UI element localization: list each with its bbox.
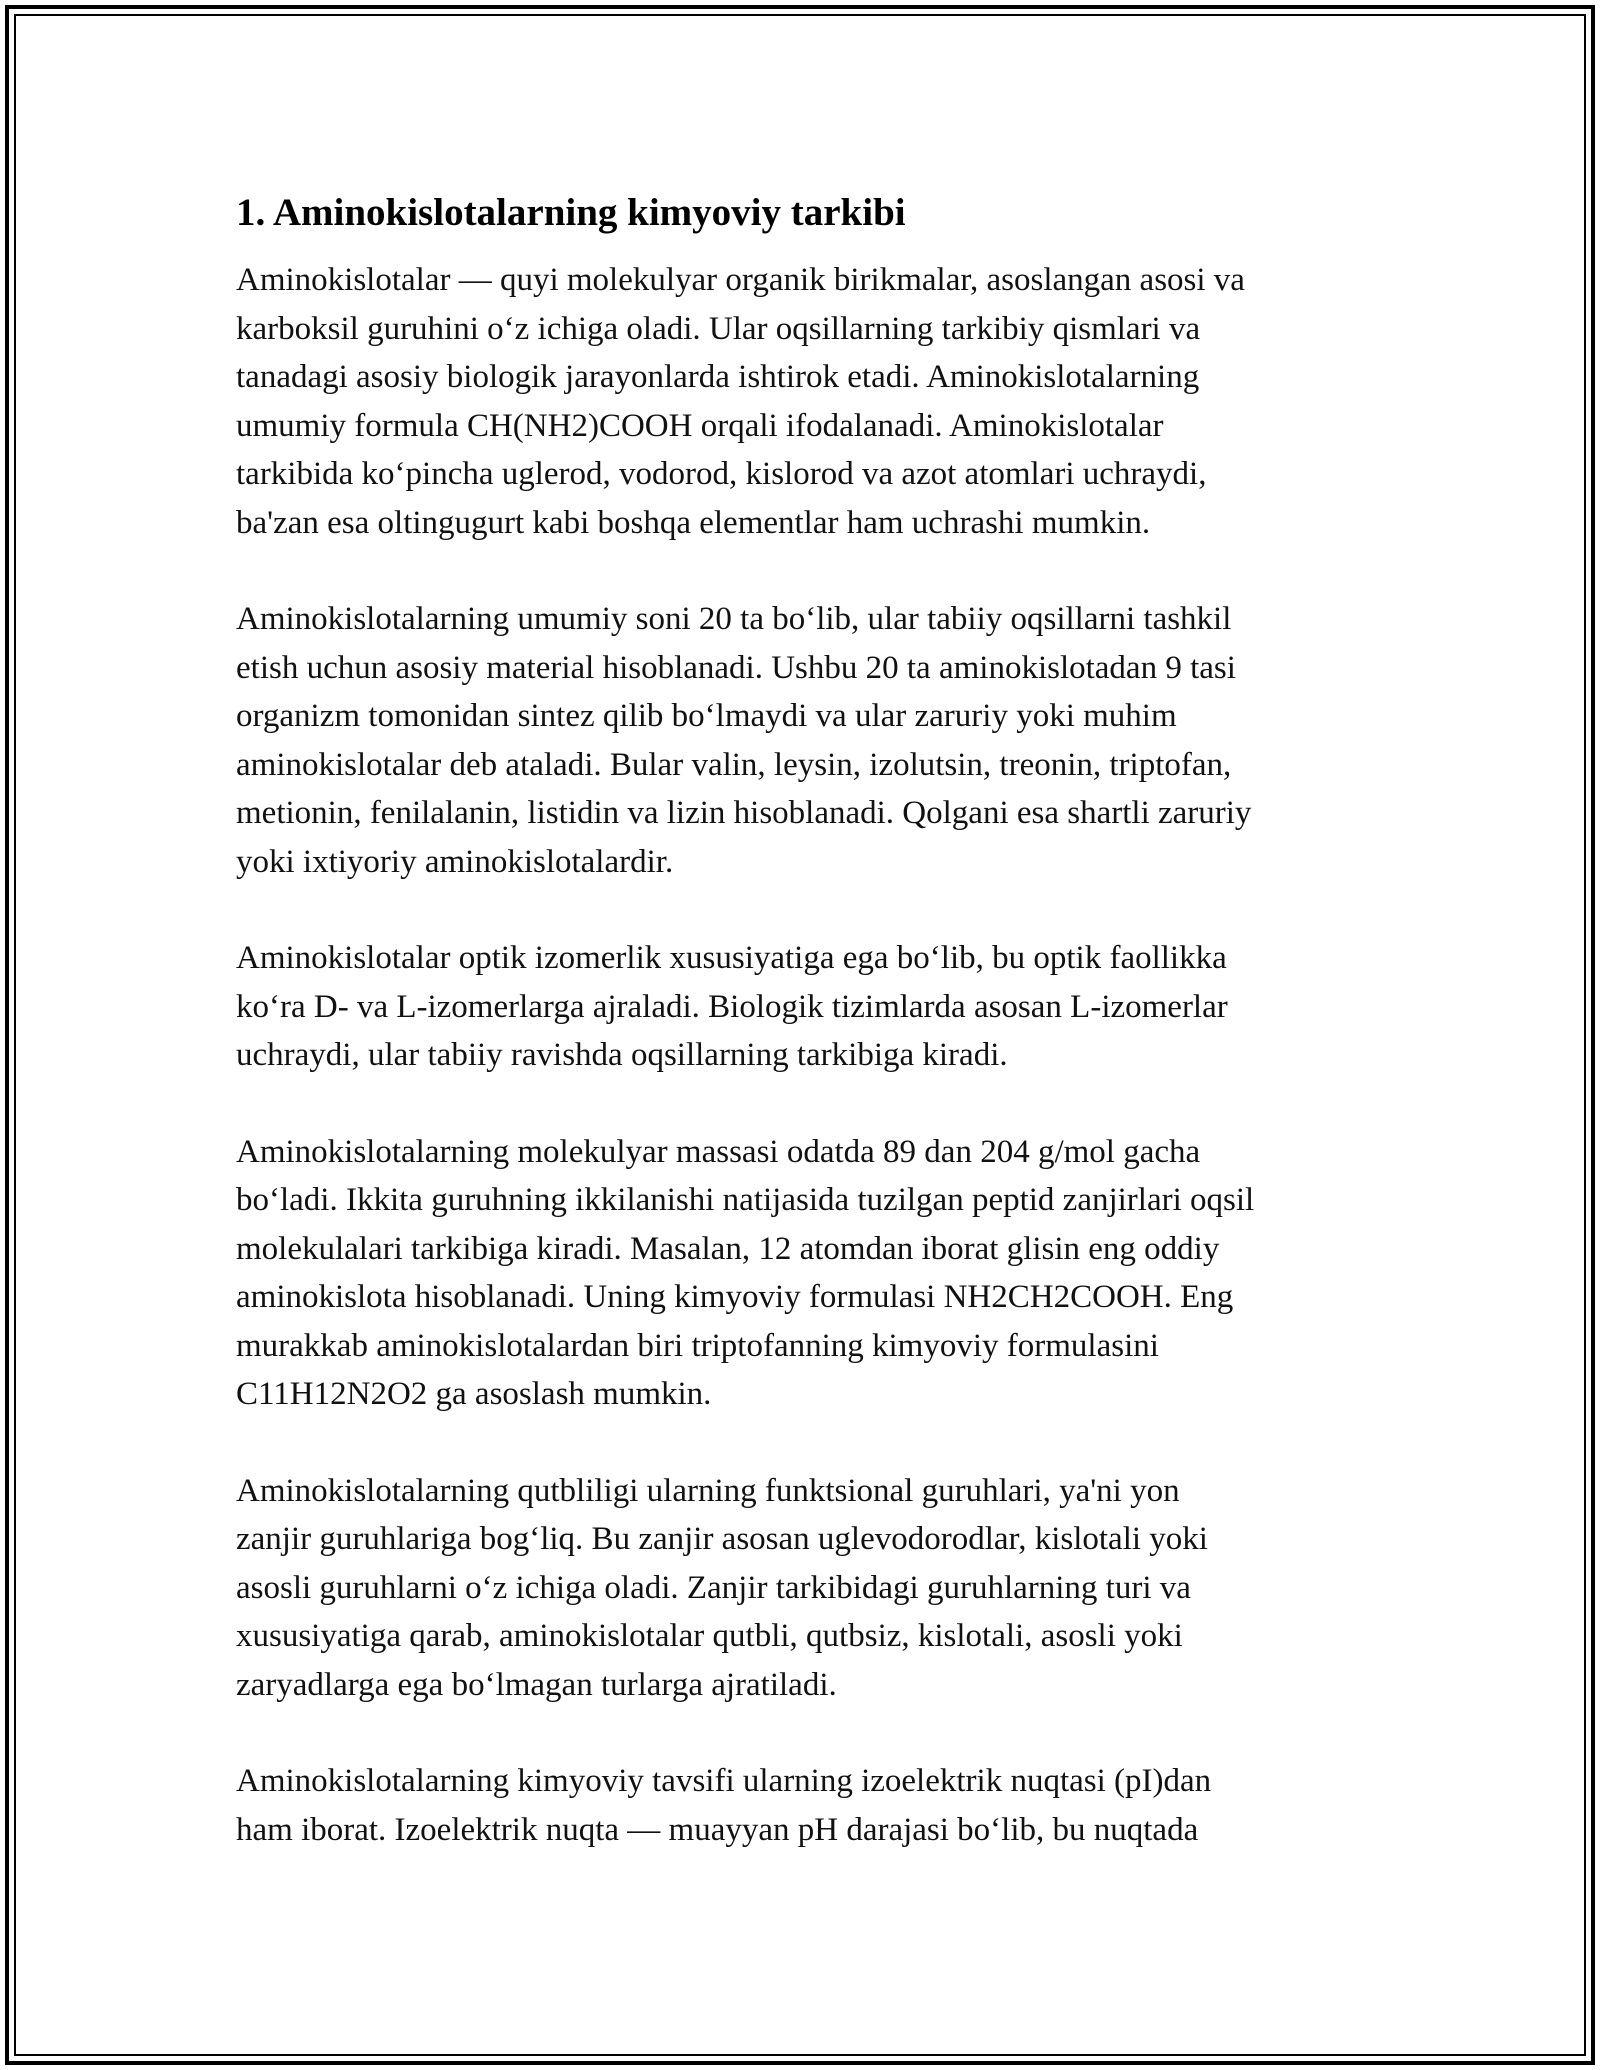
paragraph-1: Aminokislotalar — quyi molekulyar organik birikmalar, asoslangan asosi va karboksil guruhini o‘z ichiga oladi. Ular oqsillarning tarkibiy qismlari va tanadagi asosiy biologik jarayonlarda ishtirok etadi. Aminokislotalarning umumiy formula CH(NH2)COOH orqali ifodalanadi. Aminokislotalar tarkibida ko‘pincha uglerod, vodorod, kislorod va azot atomlari uchraydi, ba'zan esa oltingugurt kabi boshqa elementlar ham uchrashi mumkin. [236, 262, 1245, 541]
paragraph-6: Aminokislotalarning kimyoviy tavsifi ularning izoelektrik nuqtasi (pI)dan ham iborat. Izoelektrik nuqta — muayyan pH darajasi bo‘lib, bu nuqtada [236, 1763, 1212, 1848]
document-body [236, 184, 1376, 1902]
paragraph-4: Aminokislotalarning molekulyar massasi odatda 89 dan 204 g/mol gacha bo‘ladi. Ikkita guruhning ikkilanishi natijasida tuzilgan peptid zanjirlari oqsil molekulalari tarkibiga kiradi. Masalan, 12 atomdan iborat glisin eng oddiy aminokislota hisoblanadi. Uning kimyoviy formulasi NH2CH2COOH. Eng murakkab aminokislotalardan biri triptofanning kimyoviy formulasini C11H12N2O2 ga asoslash mumkin. [236, 1133, 1255, 1412]
paragraph-3: Aminokislotalar optik izomerlik xususiyatiga ega bo‘lib, bu optik faollikka ko‘ra D- va L-izomerlarga ajraladi. Biologik tizimlarda asosan L-izomerlar uchraydi, ular tabiiy ravishda oqsillarning tarkibiga kiradi. [236, 940, 1228, 1073]
paragraph-5: Aminokislotalarning qutbliligi ularning funktsional guruhlari, ya'ni yon zanjir guruhlariga bog‘liq. Bu zanjir asosan uglevodorodlar, kislotali yoki asosli guruhlarni o‘z ichiga oladi. Zanjir tarkibidagi guruhlarning turi va xususiyatiga qarab, aminokislotalar qutbli, qutbsiz, kislotali, asosli yoki zaryadlarga ega bo‘lmagan turlarga ajratiladi. [236, 1472, 1208, 1703]
paragraph-2: Aminokislotalarning umumiy soni 20 ta bo‘lib, ular tabiiy oqsillarni tashkil etish uchun asosiy material hisoblanadi. Ushbu 20 ta aminokislotadan 9 tasi organizm tomonidan sintez qilib bo‘lmaydi va ular zaruriy yoki muhim aminokislotalar deb ataladi. Bular valin, leysin, izolutsin, treonin, triptofan, metionin, fenilalanin, listidin va lizin hisoblanadi. Qolgani esa shartli zaruriy yoki ixtiyoriy aminokislotalardir. [236, 601, 1252, 880]
section-heading: 1. Aminokislotalarning kimyoviy tarkibi [236, 191, 906, 234]
